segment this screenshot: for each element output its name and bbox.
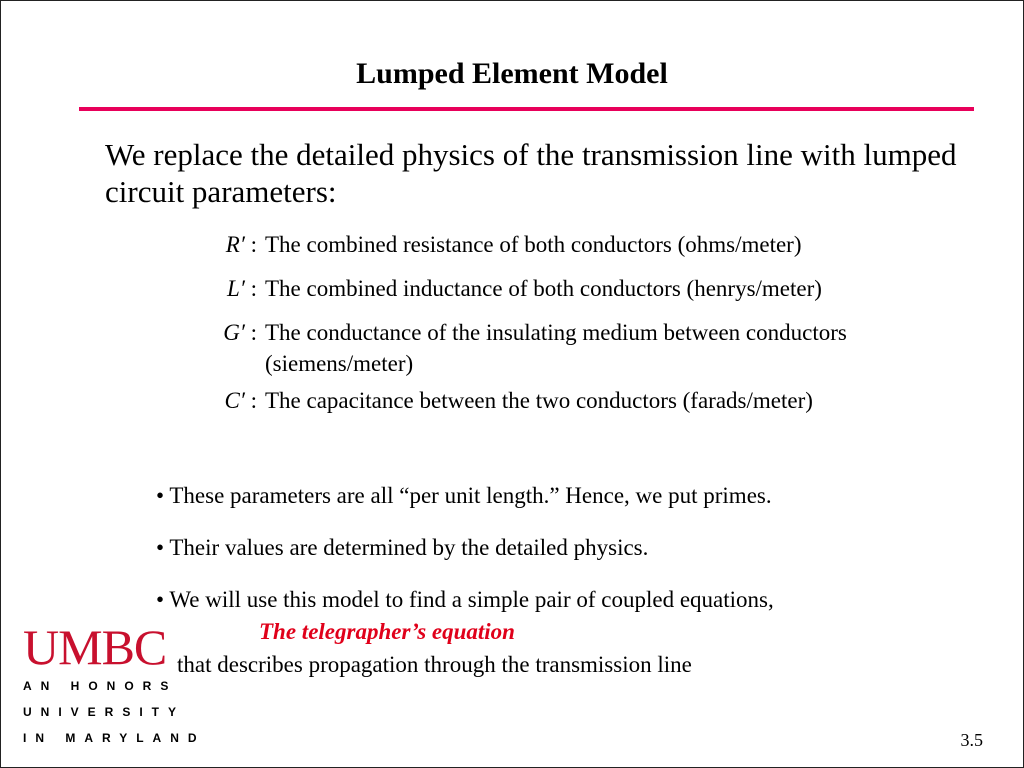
parameter-row	[191, 273, 981, 304]
parameter-row	[191, 385, 981, 416]
logo-tagline-line: IN MARYLAND	[23, 731, 206, 745]
parameter-separator: :	[250, 232, 257, 257]
umbc-logo	[23, 619, 206, 751]
parameter-description: The combined resistance of both conductors (ohms/meter)	[265, 232, 802, 257]
parameter-separator: :	[250, 320, 257, 345]
parameter-row	[191, 317, 981, 379]
parameter-separator: :	[250, 276, 257, 301]
intro-text: We replace the detailed physics of the transmission line with lumped circuit parameters:	[105, 137, 957, 209]
closing-text: that describes propagation through the transmission line	[177, 652, 692, 677]
parameter-symbol: L′	[227, 276, 245, 301]
logo-wordmark: UMBC	[23, 619, 167, 675]
parameter-row	[191, 229, 981, 260]
bullet-item: • These parameters are all “per unit length.” Hence, we put primes.	[156, 483, 772, 508]
parameter-symbol: C′	[224, 388, 245, 413]
bullet-item: • Their values are determined by the detailed physics.	[156, 535, 649, 560]
parameter-description: The conductance of the insulating medium between conductors (siemens/meter)	[265, 320, 847, 376]
parameter-list	[191, 229, 981, 429]
parameter-description: The combined inductance of both conductors (henrys/meter)	[265, 276, 822, 301]
parameter-symbol: G′	[223, 320, 245, 345]
logo-tagline-line: AN HONORS	[23, 679, 178, 693]
telegrapher-equation-highlight: The telegrapher’s equation	[259, 619, 515, 644]
bullet-list	[156, 480, 976, 636]
parameter-symbol: R′	[225, 232, 245, 257]
bullet-item: • We will use this model to find a simple pair of coupled equations,	[156, 587, 774, 612]
logo-tagline-line: UNIVERSITY	[23, 705, 186, 719]
parameter-separator: :	[250, 388, 257, 413]
page-number: 3.5	[960, 730, 983, 750]
title-divider	[79, 107, 974, 111]
parameter-description: The capacitance between the two conductors (farads/meter)	[265, 388, 813, 413]
slide-title: Lumped Element Model	[356, 57, 668, 90]
